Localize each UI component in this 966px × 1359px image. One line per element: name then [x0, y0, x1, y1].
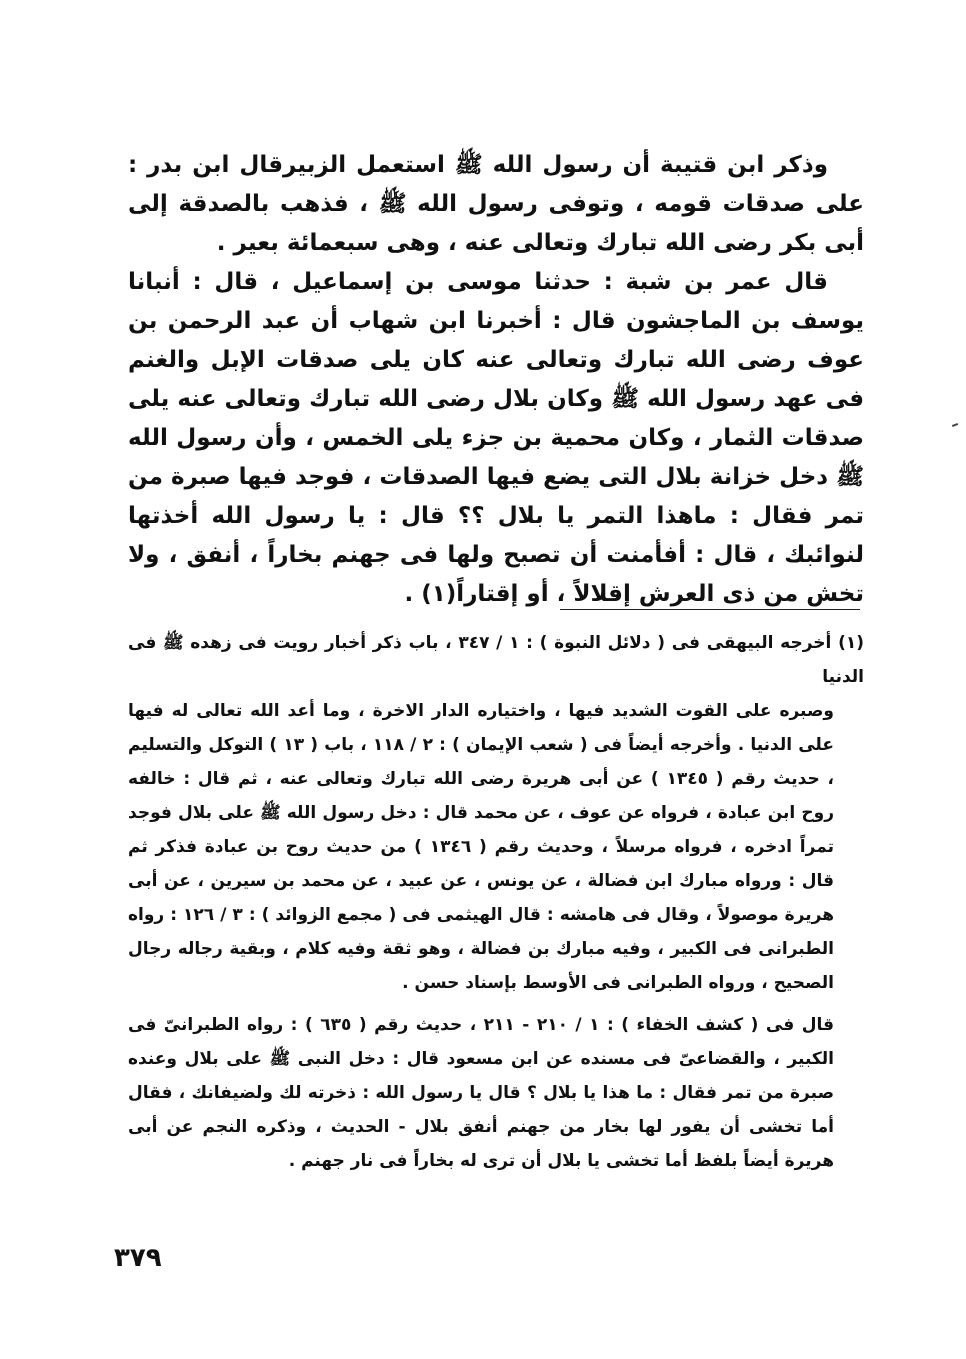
footnote-divider	[560, 609, 860, 610]
footnote-2-paragraph: قال فى ( كشف الخفاء ) : ١ / ٢١٠ - ٢١١ ، حديث رقم ( ٦٣٥ ) : رواه الطبرانىّ فى الكبير ، والقضاعىّ فى مسنده عن ابن مسعود قال : دخل النبى ﷺ على بلال وعنده صبرة من تمر فقال : ما هذا يا بلال ؟ قال يا رسول الله : ذخرته لك ولضيفانك ، فقال أما تخشى أن يفور لها بخار من جهنم أنفق بلال - الحديث ، وذكره النجم عن أبى هريرة أيضاً بلفظ أما تخشى يا بلال أن ترى له بخاراً فى نار جهنم .	[128, 1015, 834, 1171]
main-text-block	[128, 146, 864, 614]
footnote-1-body: وصبره على القوت الشديد فيها ، واختياره الدار الاخرة ، وما أعد الله تعالى له فيها على الدنيا . وأخرجه أيضاً فى ( شعب الإيمان ) : ٢ / ١١٨ ، باب ( ١٣ ) التوكل والتسليم ، حديث رقم ( ١٣٤٥ ) عن أبى هريرة رضى الله تبارك وتعالى عنه ، ثم قال : خالفه روح ابن عبادة ، فرواه عن عوف ، عن محمد قال : دخل رسول الله ﷺ على بلال فوجد تمراً ادخره ، فرواه مرسلاً ، وحديث رقم ( ١٣٤٦ ) من حديث روح بن عبادة فذكر ثم قال : ورواه مبارك ابن فضالة ، عن يونس ، عن عبيد ، عن محمد بن سيرين ، عن أبى هريرة موصولاً ، وقال فى هامشه : قال الهيثمى فى ( مجمع الزوائد ) : ٣ / ١٢٦ : رواه الطبرانى فى الكبير ، وفيه مبارك بن فضالة ، وهو ثقة وفيه كلام ، وبقية رجاله رجال الصحيح ، ورواه الطبرانى فى الأوسط بإسناد حسن .	[128, 701, 835, 993]
main-paragraph-1: وذكر ابن قتيبة أن رسول الله ﷺ استعمل الزبيرقال ابن بدر : على صدقات قومه ، وتوفى رسول الله ﷺ ، فذهب بالصدقة إلى أبى بكر رضى الله تبارك وتعالى عنه ، وهى سبعمائة بعير .	[128, 152, 864, 256]
scan-mark	[952, 423, 958, 427]
footnote-1-first-line: (١) أخرجه البيهقى فى ( دلائل النبوة ) : ١ / ٣٤٧ ، باب ذكر أخبار رويت فى زهده ﷺ فى الدنيا	[128, 633, 865, 687]
footnotes-block	[128, 626, 864, 1178]
main-paragraph-2: قال عمر بن شبة : حدثنا موسى بن إسماعيل ، قال : أنبانا يوسف بن الماجشون قال : أخبرنا ابن شهاب أن عبد الرحمن بن عوف رضى الله تبارك وتعالى عنه كان يلى صدقات الإبل والغنم فى عهد رسول الله ﷺ وكان بلال رضى الله تبارك وتعالى عنه يلى صدقات الثمار ، وكان محمية بن جزء يلى الخمس ، وأن رسول الله ﷺ دخل خزانة بلال التى يضع فيها الصدقات ، فوجد فيها صبرة من تمر فقال : ماهذا التمر يا بلال ؟؟ قال : يا رسول الله أخذتها لنوائبك ، قال : أفأمنت أن تصبح ولها فى جهنم بخاراً ، أنفق ، ولا تخش من ذى العرش إقلالاً ، أو إقتاراً(١) .	[128, 269, 864, 607]
page-number: ٣٧٩	[114, 1243, 162, 1273]
